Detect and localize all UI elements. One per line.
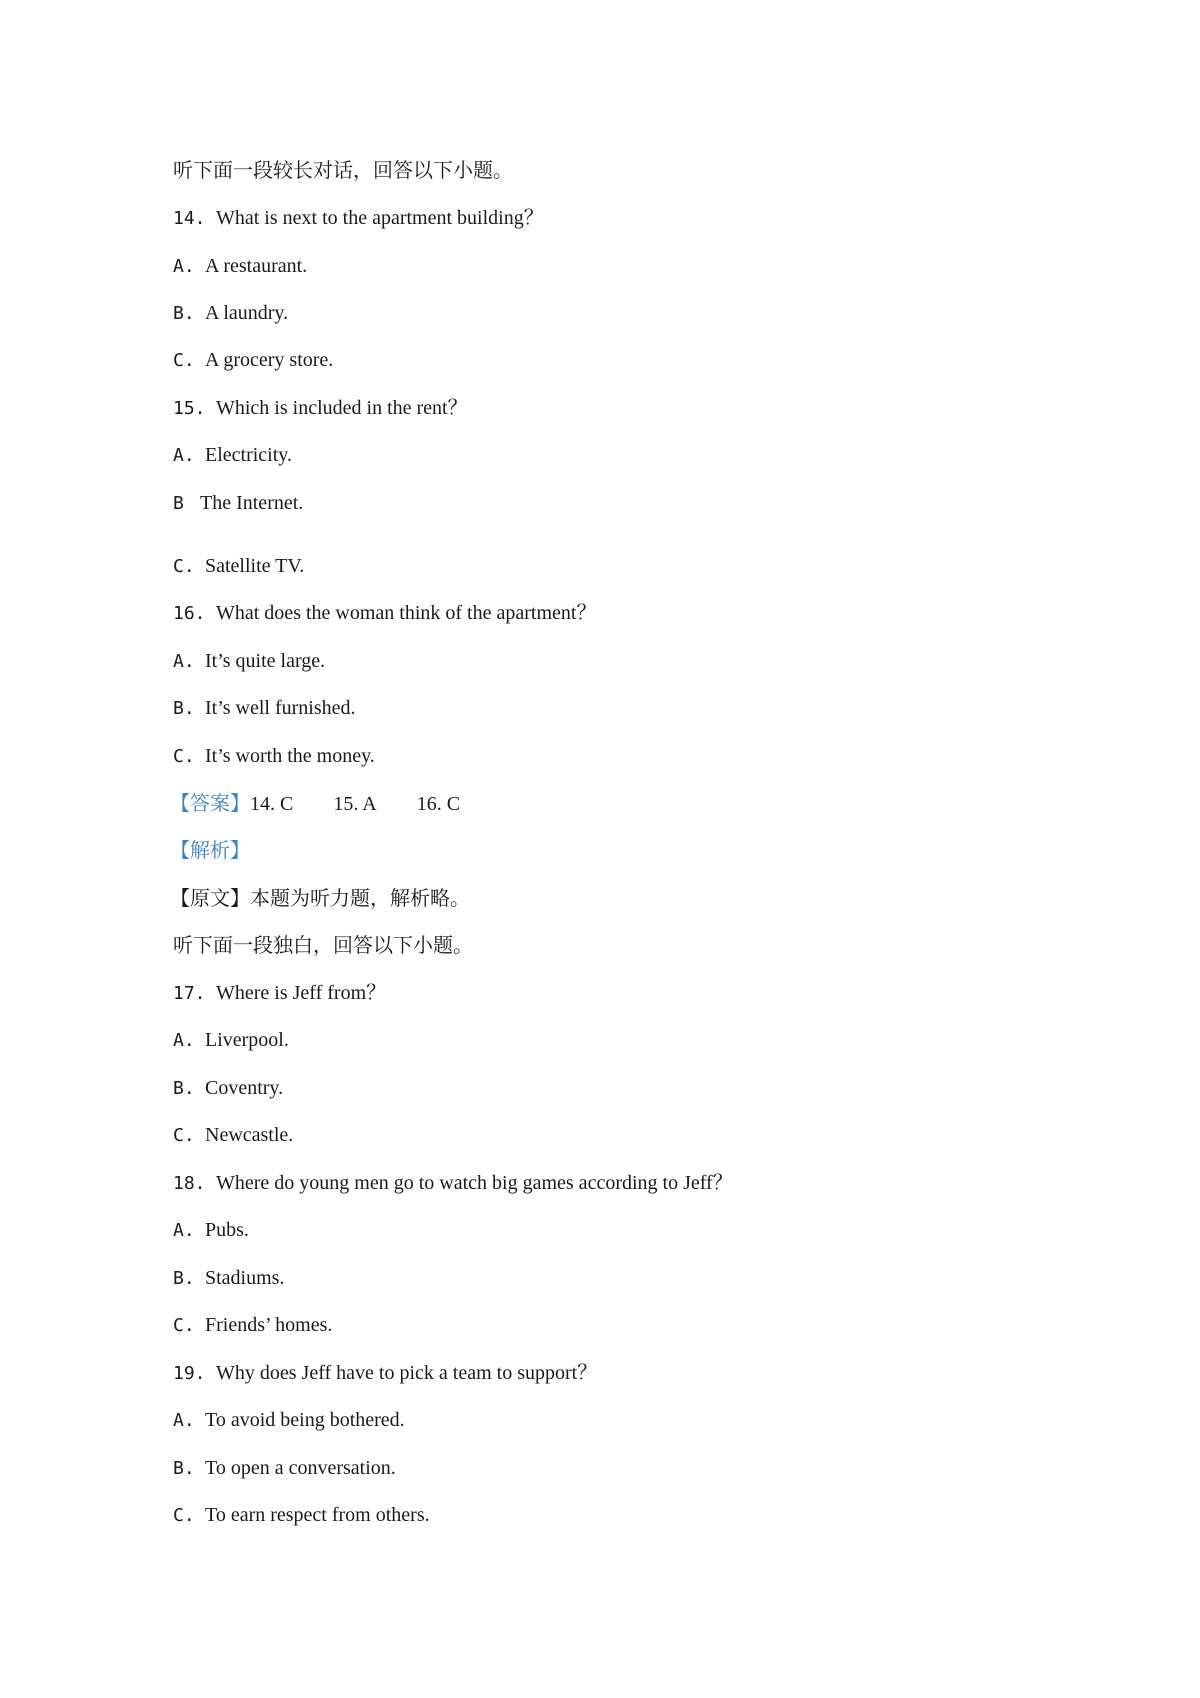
option-letter: C. bbox=[173, 556, 195, 577]
q16-option-c bbox=[173, 743, 375, 770]
option-text: To open a conversation. bbox=[205, 1457, 396, 1479]
section-instruction-dialogue bbox=[173, 157, 513, 183]
question-number: 18. bbox=[173, 1173, 206, 1194]
answer-label: 【答案】 bbox=[170, 791, 250, 815]
instruction-text: 听下面一段独白，回答以下小题。 bbox=[173, 933, 473, 957]
q15-option-c bbox=[173, 553, 304, 580]
question-text: Which is included in the rent？ bbox=[216, 397, 468, 419]
option-text: Satellite TV. bbox=[205, 555, 305, 577]
option-text: It’s quite large. bbox=[205, 650, 326, 672]
q18-option-b bbox=[173, 1265, 284, 1292]
option-text: A restaurant. bbox=[205, 255, 308, 277]
q18-option-c bbox=[173, 1312, 332, 1339]
q15-option-a bbox=[173, 442, 292, 469]
answer-14: 14. C bbox=[250, 793, 294, 815]
q15-option-b bbox=[173, 490, 303, 517]
q17-option-a bbox=[173, 1027, 289, 1054]
option-text: Stadiums. bbox=[205, 1267, 285, 1289]
q14-option-a bbox=[173, 253, 307, 280]
question-18 bbox=[173, 1170, 733, 1197]
option-text: Friends’ homes. bbox=[205, 1314, 333, 1336]
answer-15: 15. A bbox=[333, 793, 377, 815]
question-number: 14. bbox=[173, 208, 206, 229]
option-letter: A. bbox=[173, 1030, 195, 1051]
option-text: A laundry. bbox=[205, 302, 289, 324]
question-text: Where do young men go to watch big games according to Jeff？ bbox=[216, 1172, 733, 1194]
option-letter: B. bbox=[173, 1078, 195, 1099]
option-letter: C. bbox=[173, 350, 195, 371]
option-text: Liverpool. bbox=[205, 1029, 289, 1051]
option-text: Coventry. bbox=[205, 1077, 284, 1099]
option-letter: C. bbox=[173, 1315, 195, 1336]
question-16 bbox=[173, 600, 596, 627]
question-number: 16. bbox=[173, 603, 206, 624]
q18-option-a bbox=[173, 1217, 249, 1244]
option-text: It’s worth the money. bbox=[205, 745, 375, 767]
option-text: To earn respect from others. bbox=[205, 1504, 430, 1526]
option-text: Newcastle. bbox=[205, 1124, 294, 1146]
analysis-label-text: 【解析】 bbox=[170, 838, 250, 862]
instruction-text: 听下面一段较长对话，回答以下小题。 bbox=[173, 158, 513, 182]
option-text: Electricity. bbox=[205, 444, 292, 466]
original-label: 【原文】 bbox=[170, 886, 250, 910]
original-text: 本题为听力题，解析略。 bbox=[250, 886, 470, 910]
option-letter: B. bbox=[173, 698, 195, 719]
option-letter: A. bbox=[173, 1220, 195, 1241]
section-instruction-monologue bbox=[173, 932, 473, 958]
option-letter: A. bbox=[173, 1410, 195, 1431]
q14-option-b bbox=[173, 300, 288, 327]
q14-option-c bbox=[173, 347, 333, 374]
q19-option-c bbox=[173, 1502, 430, 1529]
question-17 bbox=[173, 980, 386, 1007]
option-letter: B. bbox=[173, 1458, 195, 1479]
question-text: Where is Jeff from？ bbox=[216, 982, 387, 1004]
question-text: What does the woman think of the apartment？ bbox=[216, 602, 597, 624]
original-text-line bbox=[170, 885, 470, 911]
q17-option-b bbox=[173, 1075, 283, 1102]
option-letter: A. bbox=[173, 651, 195, 672]
question-number: 15. bbox=[173, 398, 206, 419]
option-text: Pubs. bbox=[205, 1219, 249, 1241]
option-text: To avoid being bothered. bbox=[205, 1409, 405, 1431]
question-text: Why does Jeff have to pick a team to support？ bbox=[216, 1362, 598, 1384]
option-text: The Internet. bbox=[200, 492, 304, 514]
option-letter: B bbox=[173, 493, 184, 514]
option-letter: B. bbox=[173, 1268, 195, 1289]
option-text: A grocery store. bbox=[205, 349, 334, 371]
question-19 bbox=[173, 1360, 597, 1387]
option-letter: C. bbox=[173, 1125, 195, 1146]
option-letter: A. bbox=[173, 445, 195, 466]
question-number: 17. bbox=[173, 983, 206, 1004]
option-letter: A. bbox=[173, 256, 195, 277]
question-text: What is next to the apartment building？ bbox=[216, 207, 544, 229]
option-letter: B. bbox=[173, 303, 195, 324]
q16-option-b bbox=[173, 695, 356, 722]
option-letter: C. bbox=[173, 1505, 195, 1526]
q16-option-a bbox=[173, 648, 325, 675]
q19-option-b bbox=[173, 1455, 396, 1482]
question-number: 19. bbox=[173, 1363, 206, 1384]
option-letter: C. bbox=[173, 746, 195, 767]
answer-16: 16. C bbox=[416, 793, 461, 815]
q17-option-c bbox=[173, 1122, 293, 1149]
option-text: It’s well furnished. bbox=[205, 697, 356, 719]
question-14 bbox=[173, 205, 544, 232]
question-15 bbox=[173, 395, 468, 422]
q19-option-a bbox=[173, 1407, 405, 1434]
analysis-label bbox=[170, 837, 250, 863]
answer-line bbox=[170, 790, 460, 817]
